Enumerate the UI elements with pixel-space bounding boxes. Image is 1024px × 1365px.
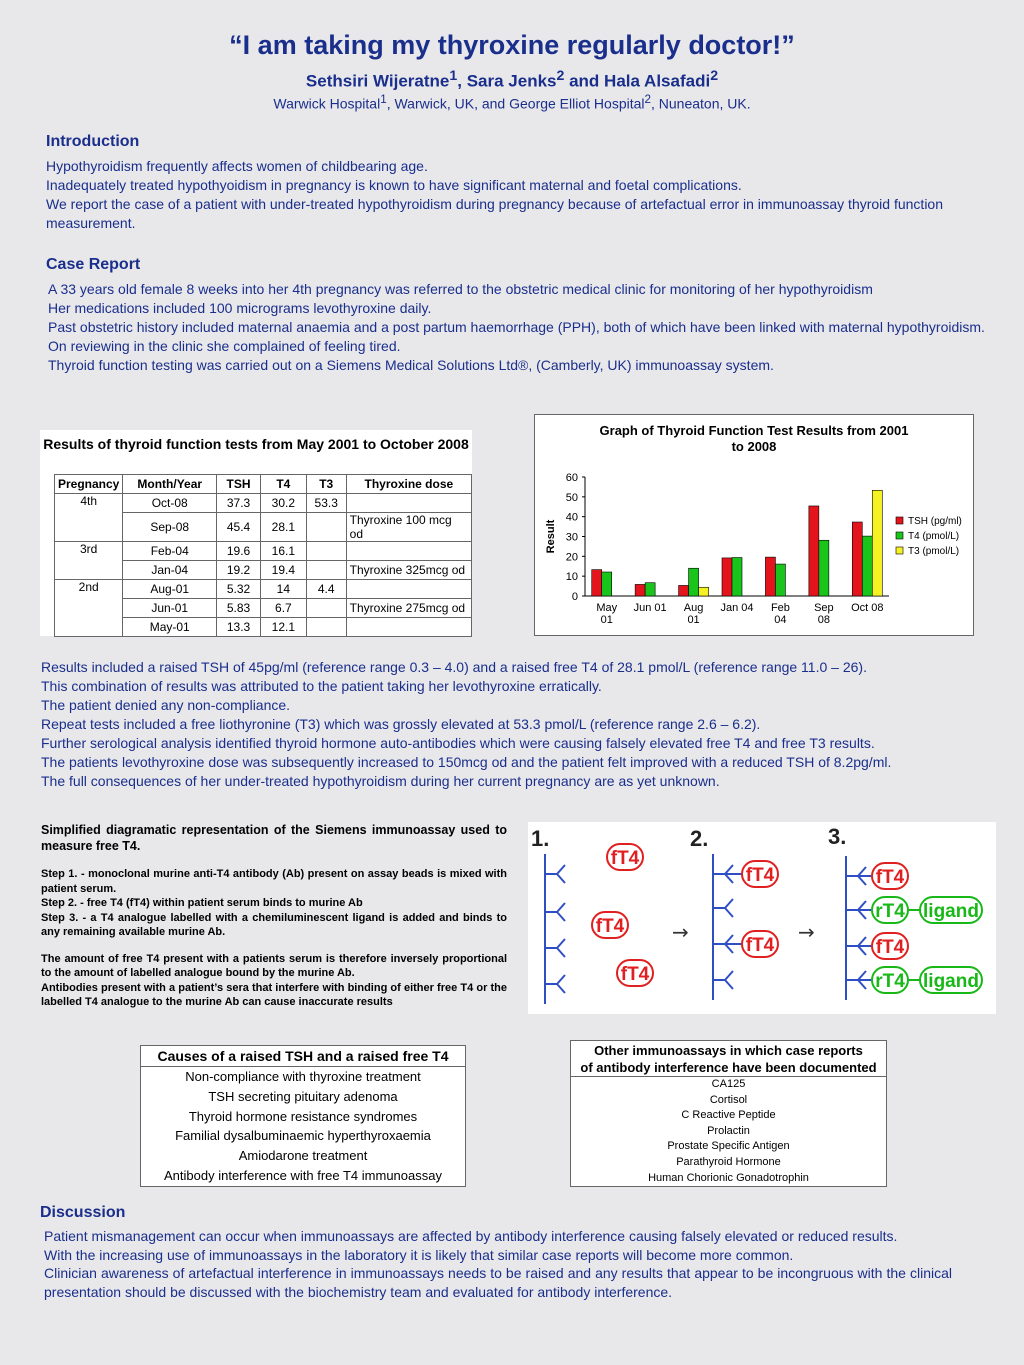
bar-tsh [809,506,819,596]
ft4-label: fT4 [610,848,640,869]
panel-label: 1. [531,826,550,851]
table-cell: 5.83 [217,599,261,618]
y-tick-label: 60 [565,472,578,484]
intro-line: Hypothyroidism frequently affects women of childbearing age. [46,158,428,174]
affil-2: , Warwick, UK, and George Elliot Hospital [386,95,645,112]
table-cell [346,580,471,599]
cause-item: Non-compliance with thyroxine treatment [185,1069,421,1084]
tft-header-cell: Pregnancy [55,475,123,494]
results-line: The patient denied any non-compliance. [41,697,291,713]
ft4-label: fT4 [745,935,775,956]
diagram-step: Step 3. - a T4 analogue labelled with a chemiluminescent ligand is added and binds to any remaining available murine Ab. [41,911,507,938]
x-tick-label: Feb [770,602,790,614]
antibody-icon [713,971,733,989]
diagram-step: Step 1. - monoclonal murine anti-T4 antibody (Ab) present on assay beads is mixed with patient serum. [41,868,507,895]
bar-t4 [689,568,699,596]
affil-2-num: 2 [644,93,651,106]
legend-label: T3 (pmol/L) [908,546,960,557]
x-tick-label: 04 [774,614,787,626]
ft4-label: fT4 [875,937,905,958]
x-tick-label: Sep [814,602,834,614]
y-axis-label: Result [545,519,557,554]
y-tick-label: 30 [565,531,578,544]
case-report-text [48,280,992,375]
table-cell: Oct-08 [123,494,217,513]
x-tick-label: May [596,602,618,614]
affil-1-num: 1 [380,93,387,106]
diagram-svg [528,822,996,1014]
legend-swatch [896,532,903,539]
introduction-heading: Introduction [46,133,140,150]
cause-item: Thyroid hormone resistance syndromes [188,1108,418,1124]
table-cell: 13.3 [217,618,261,637]
rt4-label: rT4 [875,901,905,922]
bar-t4 [732,558,742,596]
immunoassay-diagram [528,822,996,1014]
pregnancy-cell: 3rd [55,542,123,580]
case-line: On reviewing in the clinic she complained of feeling tired. [48,338,401,354]
x-tick-label: Oct 08 [851,602,884,614]
y-tick-label: 40 [565,511,578,524]
diagram-interference: Antibodies present with a patient’s sera that interfere with binding of either free T4 or the labelled T4 analogue to the murine Ab can cause inaccurate results [41,981,507,1008]
chart-title: to 2008 [731,439,777,454]
x-tick-label: Jun 01 [633,602,667,614]
bar-tsh [765,557,775,596]
other-immunoassays-heading [571,1041,886,1077]
table-row [55,542,472,561]
table-cell [306,618,346,637]
table-cell: 6.7 [260,599,306,618]
antibody-icon [545,865,565,883]
table-cell: Jun-01 [123,599,217,618]
results-line: The patients levothyroxine dose was subsequently increased to 150mcg od and the patient felt improved with a reduced TSH of 8.2pg/ml. [41,754,892,770]
case-line: Past obstetric history included maternal anaemia and a post partum haemorrhage (PPH), both of which have been linked with maternal hypothyroidism. [48,319,985,335]
bar-t4 [819,540,829,596]
x-tick-label: Jan 04 [720,602,754,614]
authors [0,68,1024,92]
table-cell [306,513,346,542]
rt4-label: rT4 [875,971,905,992]
discussion-line: Clinician awareness of artefactual interference in immunoassays needs to be raised and any results that appear to be incongruous with the clinical presentation should be discussed with the biochemistry team and evaluated for antibody interference. [44,1265,952,1300]
table-cell: 16.1 [260,542,306,561]
ft4-label: fT4 [595,916,625,937]
antibody-icon [545,975,565,993]
panel-label: 2. [690,826,709,851]
tft-header-cell: Thyroxine dose [346,475,471,494]
bar-t3 [699,587,709,596]
x-tick-label: 08 [817,614,830,626]
table-cell [346,618,471,637]
immunoassay-item: Human Chorionic Gonadotrophin [648,1171,809,1184]
table-row [55,494,472,513]
chart-svg [535,415,973,635]
discussion-line: With the increasing use of immunoassays in the laboratory it is likely that similar case reports will become more common. [44,1246,794,1263]
diagram-explanation: The amount of free T4 present with a patients serum is therefore inversely proportional to the amount of labelled analogue bound by the murine Ab. [41,952,507,979]
x-tick-label: Aug [683,602,704,614]
bar-tsh [722,558,732,596]
results-line: This combination of results was attributed to the patient taking her levothyroxine erratically. [41,678,602,694]
table-cell [306,561,346,580]
table-cell: 37.3 [217,494,261,513]
chart-title: Graph of Thyroid Function Test Results from 2001 [599,423,909,438]
bar-t3 [872,490,882,596]
panel-label: 3. [828,824,847,849]
ft4-label: fT4 [875,867,905,888]
heading-line: Other immunoassays in which case reports [594,1043,863,1058]
arrow-icon: → [672,920,689,944]
bar-tsh [852,522,862,596]
table-cell: Feb-04 [123,542,217,561]
table-cell: Thyroxine 275mcg od [346,599,471,618]
legend-swatch [896,517,903,524]
case-line: A 33 years old female 8 weeks into her 4th pregnancy was referred to the obstetric medical clinic for monitoring of her hypothyroidism [48,281,873,297]
table-cell [346,542,471,561]
intro-line: We report the case of a patient with under-treated hypothyroidism during pregnancy because of artefactual error in immunoassay thyroid function measurement. [46,196,944,231]
table-cell: 19.6 [217,542,261,561]
results-text [41,658,1001,791]
legend-label: T4 (pmol/L) [908,531,960,542]
discussion-text [44,1227,952,1301]
legend-swatch [896,547,903,554]
table-cell: Jan-04 [123,561,217,580]
case-line: Thyroid function testing was carried out on a Siemens Medical Solutions Ltd®, (Camberly, UK) immunoassay system. [48,357,774,373]
ligand-label: ligand [923,971,979,992]
author-2: , Sara Jenks [457,71,557,91]
author-1-affil: 1 [449,68,458,84]
author-1: Sethsiri Wijeratne [305,71,450,91]
table-cell: Thyroxine 100 mcg od [346,513,471,542]
author-3: and Hala Alsafadi [564,71,711,91]
table-cell: Sep-08 [123,513,217,542]
y-tick-label: 50 [565,491,578,504]
bar-tsh [635,584,645,596]
y-tick-label: 20 [565,551,578,564]
diagram-heading: Simplified diagramatic representation of the Siemens immunoassay used to measure free T4. [41,823,507,853]
table-cell: 5.32 [217,580,261,599]
results-line: Repeat tests included a free liothyronine (T3) which was grossly elevated at 53.3 pmol/L (reference range 2.6 – 6.2). [41,716,761,732]
antibody-icon [545,903,565,921]
results-line: Results included a raised TSH of 45pg/ml (reference range 0.3 – 4.0) and a raised free T4 of 28.1 pmol/L (reference range 11.0 – 26). [41,659,867,675]
other-immunoassays-table [570,1040,887,1187]
causes-table [140,1045,466,1187]
y-tick-label: 10 [565,571,578,584]
table-cell [306,599,346,618]
case-line: Her medications included 100 micrograms levothyroxine daily. [48,300,432,316]
cause-item: TSH secreting pituitary adenoma [208,1088,398,1104]
bar-t4 [862,536,872,596]
cause-item: Familial dysalbuminaemic hyperthyroxaemia [175,1128,431,1144]
bar-tsh [679,585,689,596]
tft-table-title: Results of thyroid function tests from May 2001 to October 2008 [43,436,469,452]
tft-body [55,494,472,637]
arrow-icon: → [798,920,815,944]
table-cell: 14 [260,580,306,599]
table-cell: 45.4 [217,513,261,542]
x-tick-label: 01 [687,614,700,626]
intro-line: Inadequately treated hypothyoidism in pregnancy is known to have significant maternal and foetal complications. [46,177,742,193]
diagram-step: Step 2. - free T4 (fT4) within patient serum binds to murine Ab [41,897,363,909]
immunoassay-item: Prolactin [707,1124,750,1137]
table-cell: 4.4 [306,580,346,599]
tft-header-cell: T4 [260,475,306,494]
tft-header-cell: T3 [306,475,346,494]
table-cell: May-01 [123,618,217,637]
introduction-text [46,157,976,233]
heading-line: of antibody interference have been documented [580,1060,877,1075]
pregnancy-cell: 2nd [55,580,123,637]
discussion-heading: Discussion [40,1204,126,1221]
ligand-label: ligand [923,901,979,922]
tft-header-cell: Month/Year [123,475,217,494]
table-cell: 28.1 [260,513,306,542]
bar-tsh [592,570,602,596]
tft-table [54,474,472,637]
x-tick-label: 01 [600,614,613,626]
results-line: Further serological analysis identified thyroid hormone auto-antibodies which were causing falsely elevated free T4 and free T3 results. [41,735,875,751]
affiliation [0,93,1024,112]
antibody-icon [545,939,565,957]
ft4-label: fT4 [620,964,650,985]
ft4-label: fT4 [745,865,775,886]
table-cell [306,542,346,561]
table-row [55,580,472,599]
tft-header-cell: TSH [217,475,261,494]
pregnancy-cell: 4th [55,494,123,542]
author-2-affil: 2 [556,68,565,84]
affil-1: Warwick Hospital [273,95,381,112]
immunoassay-item: CA125 [711,1078,746,1090]
table-cell: 12.1 [260,618,306,637]
case-report-heading: Case Report [46,256,141,273]
table-cell: Thyroxine 325mcg od [346,561,471,580]
table-cell: 19.4 [260,561,306,580]
poster-title: “I am taking my thyroxine regularly doctor!” [229,30,795,60]
table-cell: Aug-01 [123,580,217,599]
tft-results-panel [40,430,472,636]
tft-header-row [55,475,472,494]
bar-t4 [775,564,785,596]
affil-3: , Nuneaton, UK. [650,95,751,112]
table-cell: 19.2 [217,561,261,580]
discussion-line: Patient mismanagement can occur when immunoassays are affected by antibody interference causing falsely elevated or reduced results. [44,1228,898,1244]
diagram-description [41,822,507,1010]
immunoassay-item: Prostate Specific Antigen [667,1140,790,1153]
legend-label: TSH (pg/ml) [908,516,962,527]
table-cell: 30.2 [260,494,306,513]
cause-item: Amiodarone treatment [238,1148,368,1164]
table-cell [346,494,471,513]
bar-t4 [645,583,655,596]
causes-heading: Causes of a raised TSH and a raised free T4 [141,1046,465,1067]
results-line: The full consequences of her under-treated hypothyroidism during her current pregnancy are as yet unknown. [41,773,720,789]
table-cell: 53.3 [306,494,346,513]
immunoassay-item: C Reactive Peptide [681,1109,776,1122]
bar-t4 [602,572,612,596]
antibody-icon [713,899,733,917]
y-tick-label: 0 [571,591,578,603]
tft-chart [534,414,974,636]
immunoassay-item: Parathyroid Hormone [676,1155,781,1168]
immunoassay-item: Cortisol [709,1093,748,1106]
author-3-affil: 2 [710,68,719,84]
cause-item: Antibody interference with free T4 immunoassay [164,1167,442,1183]
